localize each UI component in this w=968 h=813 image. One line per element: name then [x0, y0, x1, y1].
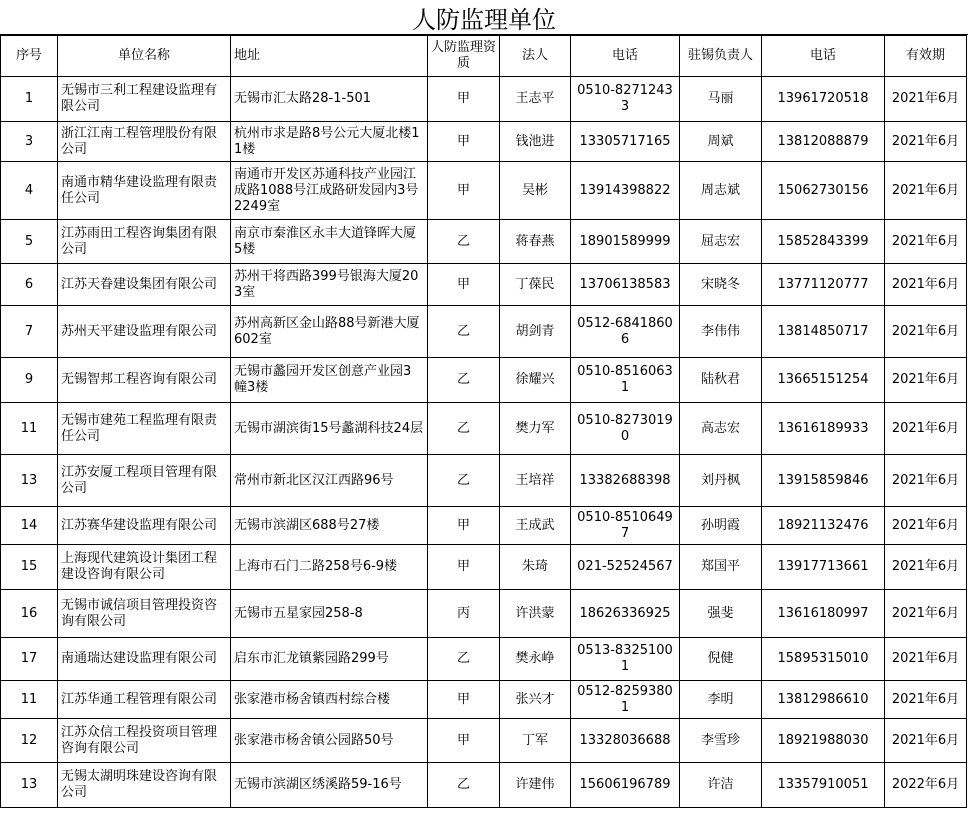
row-valid: 2021年6月 — [885, 681, 967, 719]
row-address: 常州市新北区汉江西路96号 — [231, 455, 428, 507]
row-legal: 王成武 — [500, 507, 571, 545]
row-tel: 0512-82593801 — [571, 681, 680, 719]
row-contact: 周斌 — [680, 122, 762, 162]
row-address: 张家港市杨舍镇公园路50号 — [231, 719, 428, 763]
row-grade: 丙 — [428, 590, 500, 638]
row-no: 12 — [1, 719, 58, 763]
header-contact-tel: 电话 — [762, 36, 885, 77]
row-no: 7 — [1, 306, 58, 358]
row-contact-tel: 13814850717 — [762, 306, 885, 358]
row-address: 无锡市汇太路28-1-501 — [231, 77, 428, 122]
row-name: 无锡市三利工程建设监理有限公司 — [58, 77, 231, 122]
row-contact-tel: 18921132476 — [762, 507, 885, 545]
row-contact-tel: 13961720518 — [762, 77, 885, 122]
header-valid: 有效期 — [885, 36, 967, 77]
row-grade: 乙 — [428, 403, 500, 455]
row-grade: 甲 — [428, 719, 500, 763]
row-legal: 胡剑青 — [500, 306, 571, 358]
row-tel: 13305717165 — [571, 122, 680, 162]
row-contact: 屈志宏 — [680, 220, 762, 264]
row-contact-tel: 13357910051 — [762, 763, 885, 808]
row-grade: 甲 — [428, 122, 500, 162]
row-tel: 0510-82730190 — [571, 403, 680, 455]
row-address: 南京市秦淮区永丰大道锋晖大厦5楼 — [231, 220, 428, 264]
row-address: 无锡市五星家园258-8 — [231, 590, 428, 638]
row-grade: 乙 — [428, 358, 500, 403]
row-grade: 乙 — [428, 638, 500, 681]
header-contact: 驻锡负责人 — [680, 36, 762, 77]
header-name: 单位名称 — [58, 36, 231, 77]
row-contact: 刘丹枫 — [680, 455, 762, 507]
row-no: 13 — [1, 763, 58, 808]
row-tel: 18901589999 — [571, 220, 680, 264]
table-row — [1, 358, 967, 403]
row-contact-tel: 18921988030 — [762, 719, 885, 763]
row-legal: 吴彬 — [500, 162, 571, 220]
row-legal: 钱池进 — [500, 122, 571, 162]
row-contact: 许洁 — [680, 763, 762, 808]
table-row — [1, 681, 967, 719]
sheet-title: 人防监理单位 — [0, 0, 968, 35]
row-address: 杭州市求是路8号公元大厦北楼11楼 — [231, 122, 428, 162]
row-contact-tel: 13812088879 — [762, 122, 885, 162]
table-row — [1, 455, 967, 507]
row-tel: 13706138583 — [571, 264, 680, 306]
table-row — [1, 590, 967, 638]
row-grade: 乙 — [428, 455, 500, 507]
row-grade: 乙 — [428, 306, 500, 358]
row-contact-tel: 15852843399 — [762, 220, 885, 264]
row-valid: 2021年6月 — [885, 77, 967, 122]
row-grade: 乙 — [428, 220, 500, 264]
row-contact: 倪健 — [680, 638, 762, 681]
row-contact-tel: 13917713661 — [762, 545, 885, 590]
table-row — [1, 638, 967, 681]
header-tel: 电话 — [571, 36, 680, 77]
row-grade: 甲 — [428, 507, 500, 545]
row-contact: 李雪珍 — [680, 719, 762, 763]
row-valid: 2022年6月 — [885, 763, 967, 808]
row-contact: 强斐 — [680, 590, 762, 638]
row-tel: 13914398822 — [571, 162, 680, 220]
row-contact-tel: 13812986610 — [762, 681, 885, 719]
row-name: 苏州天平建设监理有限公司 — [58, 306, 231, 358]
row-valid: 2021年6月 — [885, 162, 967, 220]
row-tel: 0510-82712433 — [571, 77, 680, 122]
row-address: 无锡市蠡园开发区创意产业园3幢3楼 — [231, 358, 428, 403]
row-contact: 孙明霞 — [680, 507, 762, 545]
row-no: 13 — [1, 455, 58, 507]
row-contact-tel: 15895315010 — [762, 638, 885, 681]
row-legal: 丁军 — [500, 719, 571, 763]
row-legal: 许洪蒙 — [500, 590, 571, 638]
row-grade: 甲 — [428, 264, 500, 306]
row-grade: 甲 — [428, 681, 500, 719]
row-no: 4 — [1, 162, 58, 220]
row-tel: 13328036688 — [571, 719, 680, 763]
row-name: 浙江江南工程管理股份有限公司 — [58, 122, 231, 162]
row-grade: 甲 — [428, 545, 500, 590]
row-name: 江苏华通工程管理有限公司 — [58, 681, 231, 719]
row-no: 11 — [1, 681, 58, 719]
row-valid: 2021年6月 — [885, 545, 967, 590]
row-valid: 2021年6月 — [885, 638, 967, 681]
row-legal: 王志平 — [500, 77, 571, 122]
row-contact: 李明 — [680, 681, 762, 719]
row-name: 南通瑞达建设监理有限公司 — [58, 638, 231, 681]
row-legal: 王培祥 — [500, 455, 571, 507]
row-grade: 甲 — [428, 77, 500, 122]
table-row — [1, 77, 967, 122]
row-contact-tel: 15062730156 — [762, 162, 885, 220]
row-address: 无锡市湖滨街15号蠡湖科技24层 — [231, 403, 428, 455]
row-legal: 许建伟 — [500, 763, 571, 808]
row-name: 上海现代建筑设计集团工程建设咨询有限公司 — [58, 545, 231, 590]
row-no: 9 — [1, 358, 58, 403]
row-no: 1 — [1, 77, 58, 122]
row-name: 江苏赛华建设监理有限公司 — [58, 507, 231, 545]
row-no: 17 — [1, 638, 58, 681]
row-address: 张家港市杨舍镇西村综合楼 — [231, 681, 428, 719]
header-grade: 人防监理资质 — [428, 36, 500, 77]
row-name: 无锡市建苑工程监理有限责任公司 — [58, 403, 231, 455]
table-row — [1, 162, 967, 220]
table-row — [1, 719, 967, 763]
row-no: 3 — [1, 122, 58, 162]
row-valid: 2021年6月 — [885, 403, 967, 455]
row-name: 江苏安厦工程项目管理有限公司 — [58, 455, 231, 507]
row-contact: 陆秋君 — [680, 358, 762, 403]
row-tel: 18626336925 — [571, 590, 680, 638]
row-tel: 0510-85106497 — [571, 507, 680, 545]
row-contact: 李伟伟 — [680, 306, 762, 358]
row-address: 南通市开发区苏通科技产业园江成路1088号江成路研发园内3号2249室 — [231, 162, 428, 220]
row-contact-tel: 13616180997 — [762, 590, 885, 638]
row-valid: 2021年6月 — [885, 264, 967, 306]
row-legal: 丁葆民 — [500, 264, 571, 306]
row-tel: 0510-85160631 — [571, 358, 680, 403]
row-legal: 朱琦 — [500, 545, 571, 590]
row-valid: 2021年6月 — [885, 507, 967, 545]
header-no: 序号 — [1, 36, 58, 77]
table-row — [1, 403, 967, 455]
row-address: 启东市汇龙镇紫园路299号 — [231, 638, 428, 681]
row-legal: 蒋春燕 — [500, 220, 571, 264]
row-contact-tel: 13915859846 — [762, 455, 885, 507]
table-row — [1, 763, 967, 808]
row-contact: 周志斌 — [680, 162, 762, 220]
row-no: 5 — [1, 220, 58, 264]
table-row — [1, 122, 967, 162]
header-row — [1, 36, 967, 77]
row-tel: 0512-68418606 — [571, 306, 680, 358]
header-legal: 法人 — [500, 36, 571, 77]
row-valid: 2021年6月 — [885, 590, 967, 638]
row-legal: 张兴才 — [500, 681, 571, 719]
header-address: 地址 — [231, 36, 428, 77]
row-address: 上海市石门二路258号6-9楼 — [231, 545, 428, 590]
row-no: 14 — [1, 507, 58, 545]
table-row — [1, 545, 967, 590]
row-address: 无锡市滨湖区688号27楼 — [231, 507, 428, 545]
table-row — [1, 507, 967, 545]
row-tel: 13382688398 — [571, 455, 680, 507]
row-name: 南通市精华建设监理有限责任公司 — [58, 162, 231, 220]
row-contact-tel: 13665151254 — [762, 358, 885, 403]
row-name: 江苏众信工程投资项目管理咨询有限公司 — [58, 719, 231, 763]
row-contact: 宋晓冬 — [680, 264, 762, 306]
row-valid: 2021年6月 — [885, 358, 967, 403]
row-grade: 乙 — [428, 763, 500, 808]
row-no: 6 — [1, 264, 58, 306]
row-tel: 0513-83251001 — [571, 638, 680, 681]
row-legal: 樊力军 — [500, 403, 571, 455]
row-name: 无锡智邦工程咨询有限公司 — [58, 358, 231, 403]
row-contact: 郑国平 — [680, 545, 762, 590]
table-row — [1, 264, 967, 306]
row-name: 江苏天眷建设集团有限公司 — [58, 264, 231, 306]
row-no: 16 — [1, 590, 58, 638]
row-valid: 2021年6月 — [885, 122, 967, 162]
row-name: 无锡太湖明珠建设咨询有限公司 — [58, 763, 231, 808]
row-name: 江苏雨田工程咨询集团有限公司 — [58, 220, 231, 264]
row-valid: 2021年6月 — [885, 719, 967, 763]
row-address: 苏州干将西路399号银海大厦203室 — [231, 264, 428, 306]
row-valid: 2021年6月 — [885, 306, 967, 358]
row-contact: 高志宏 — [680, 403, 762, 455]
row-contact-tel: 13616189933 — [762, 403, 885, 455]
row-legal: 徐耀兴 — [500, 358, 571, 403]
supervision-units-table — [0, 35, 967, 808]
row-address: 无锡市滨湖区绣溪路59-16号 — [231, 763, 428, 808]
row-no: 11 — [1, 403, 58, 455]
row-contact: 马丽 — [680, 77, 762, 122]
row-address: 苏州高新区金山路88号新港大厦602室 — [231, 306, 428, 358]
row-no: 15 — [1, 545, 58, 590]
row-contact-tel: 13771120777 — [762, 264, 885, 306]
row-valid: 2021年6月 — [885, 455, 967, 507]
row-valid: 2021年6月 — [885, 220, 967, 264]
table-row — [1, 220, 967, 264]
row-name: 无锡市诚信项目管理投资咨询有限公司 — [58, 590, 231, 638]
row-legal: 樊永峥 — [500, 638, 571, 681]
row-tel: 15606196789 — [571, 763, 680, 808]
table-row — [1, 306, 967, 358]
row-tel: 021-52524567 — [571, 545, 680, 590]
row-grade: 甲 — [428, 162, 500, 220]
